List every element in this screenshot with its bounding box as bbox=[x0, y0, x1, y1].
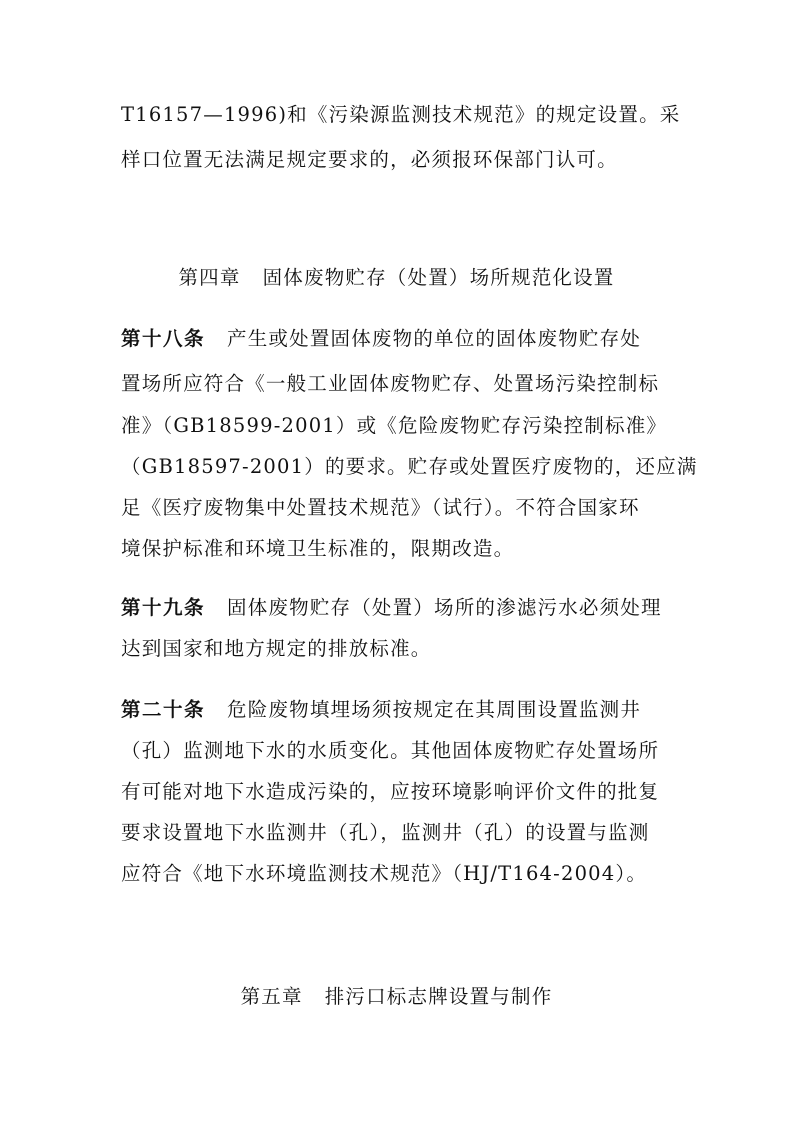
article-19-line-1 bbox=[121, 596, 681, 620]
article-20-label: 第二十条 bbox=[121, 698, 206, 721]
article-18-text-1: 产生或处置固体废物的单位的固体废物贮存处 bbox=[227, 327, 642, 350]
chapter-4-title: 固体废物贮存（处置）场所规范化设置 bbox=[262, 266, 615, 289]
chapter-4-number: 第四章 bbox=[178, 266, 241, 289]
intro-line-2: 样口位置无法满足规定要求的，必须报环保部门认可。 bbox=[121, 148, 618, 171]
article-20-text-1: 危险废物填埋场须按规定在其周围设置监测井 bbox=[227, 698, 642, 721]
article-18-line-6: 境保护标准和环境卫生标准的，限期改造。 bbox=[121, 537, 515, 560]
article-18-line-5: 足《医疗废物集中处置技术规范》（试行）。不符合国家环 bbox=[121, 496, 640, 519]
chapter-4-heading bbox=[0, 266, 793, 290]
intro-line-1: T16157—1996)和《污染源监测技术规范》的规定设置。采 bbox=[121, 103, 681, 126]
article-19-line-2: 达到国家和地方规定的排放标准。 bbox=[121, 637, 432, 660]
article-18-line-1 bbox=[121, 327, 681, 351]
article-19-text-1: 固体废物贮存（处置）场所的渗滤污水必须处理 bbox=[227, 596, 662, 619]
chapter-5-heading bbox=[0, 985, 793, 1009]
article-20-line-4: 要求设置地下水监测井（孔），监测井（孔）的设置与监测 bbox=[121, 821, 650, 844]
article-20-line-2: （孔）监测地下水的水质变化。其他固体废物贮存处置场所 bbox=[121, 739, 660, 762]
chapter-5-number: 第五章 bbox=[240, 985, 303, 1008]
article-18-label: 第十八条 bbox=[121, 327, 206, 350]
article-18-line-4: （GB18597-2001）的要求。贮存或处置医疗废物的，还应满 bbox=[121, 455, 698, 478]
article-20-line-3: 有可能对地下水造成污染的，应按环境影响评价文件的批复 bbox=[121, 780, 660, 803]
chapter-5-title: 排污口标志牌设置与制作 bbox=[324, 985, 553, 1008]
article-18-line-2: 置场所应符合《一般工业固体废物贮存、处置场污染控制标 bbox=[121, 372, 660, 395]
article-19-label: 第十九条 bbox=[121, 596, 206, 619]
article-20-line-1 bbox=[121, 698, 681, 722]
article-20-line-5: 应符合《地下水环境监测技术规范》（HJ/T164-2004）。 bbox=[121, 862, 648, 885]
article-18-line-3: 准》（GB18599-2001）或《危险废物贮存污染控制标准》 bbox=[121, 414, 668, 437]
